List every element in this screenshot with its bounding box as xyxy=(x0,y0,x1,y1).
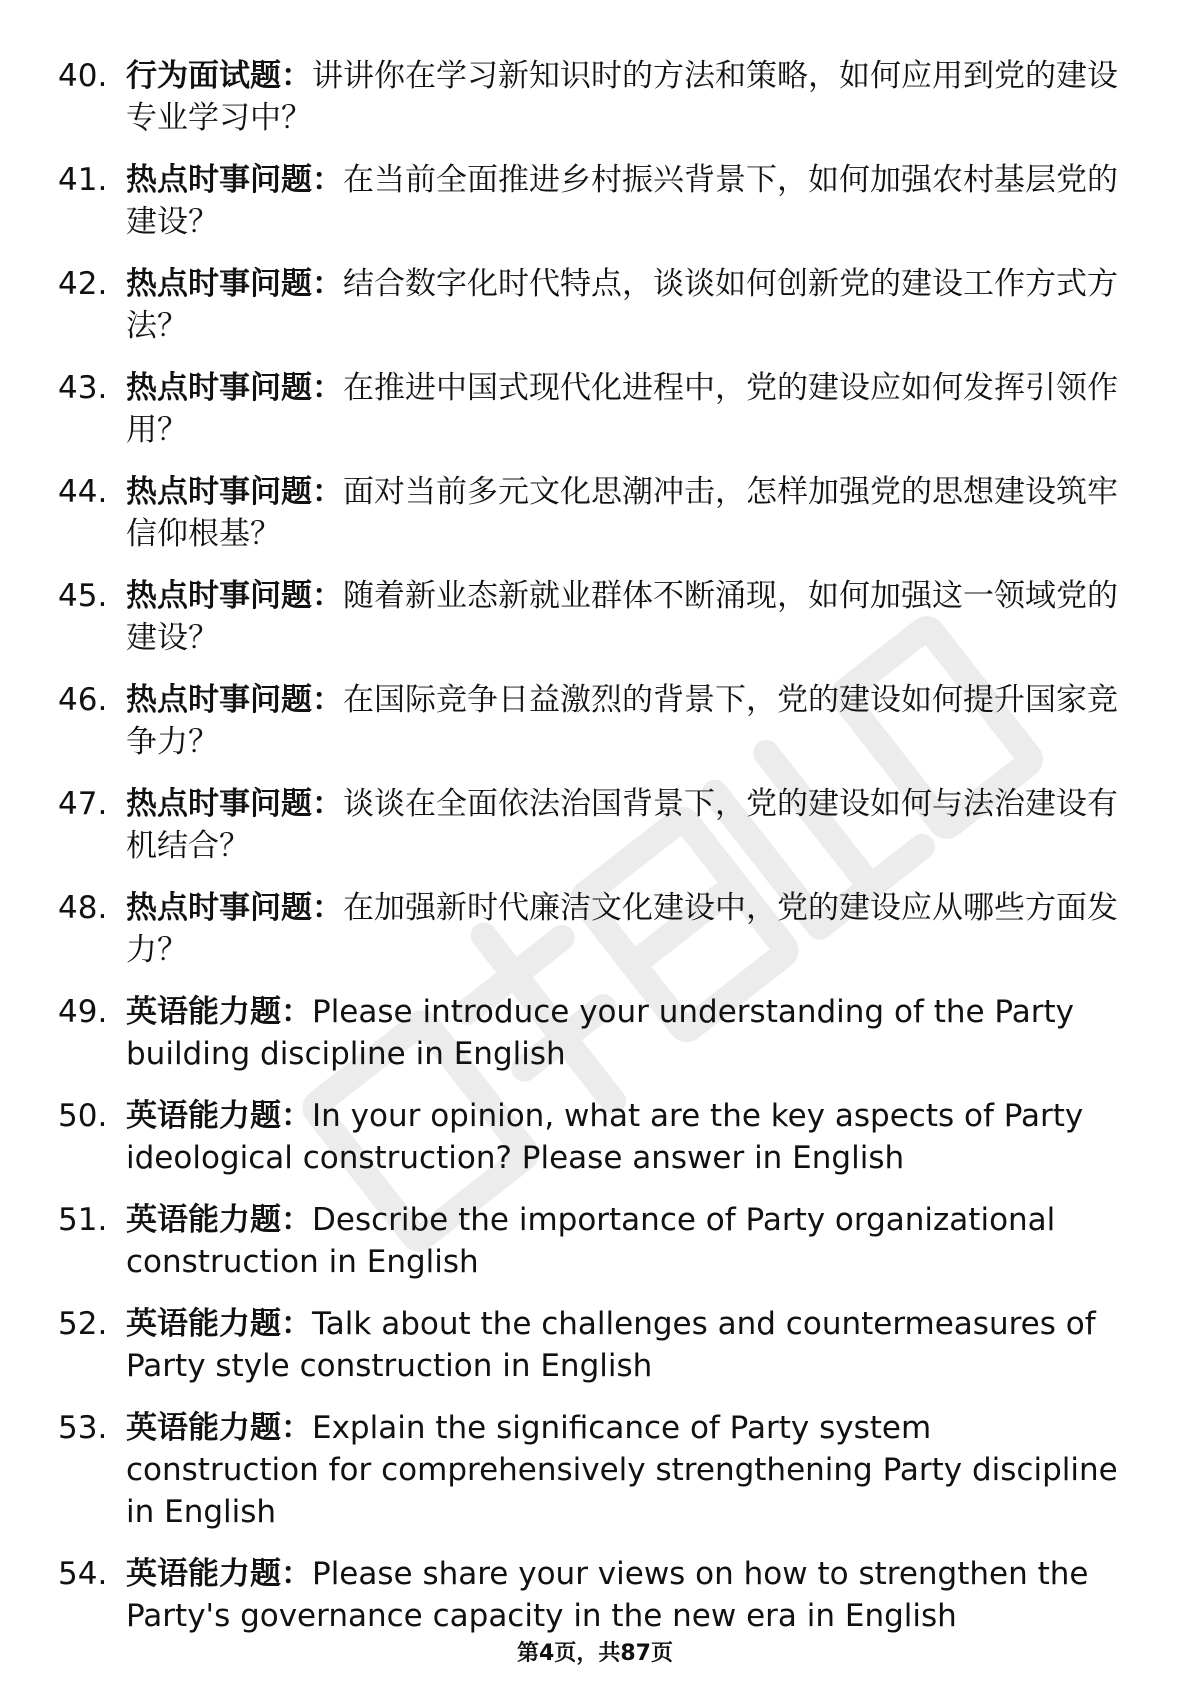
question-item xyxy=(58,1553,1133,1637)
question-category: 热点时事问题： xyxy=(126,786,343,822)
question-item xyxy=(58,1407,1133,1533)
question-text: Talk about the challenges and countermeasures of Party style construction in English xyxy=(126,1306,1096,1384)
page-footer xyxy=(0,1639,1190,1669)
question-text: Please introduce your understanding of the Party building discipline in English xyxy=(126,994,1074,1072)
question-number: 46. xyxy=(58,682,108,718)
question-category: 热点时事问题： xyxy=(126,162,343,198)
page-number-label: 第4页，共87页 xyxy=(517,1641,673,1666)
question-item xyxy=(58,679,1133,763)
question-category: 热点时事问题： xyxy=(126,890,343,926)
question-list xyxy=(58,55,1133,1657)
question-category: 英语能力题： xyxy=(126,1202,312,1238)
question-item xyxy=(58,887,1133,971)
question-number: 44. xyxy=(58,474,108,510)
question-category: 英语能力题： xyxy=(126,994,312,1030)
question-category: 热点时事问题： xyxy=(126,474,343,510)
question-category: 热点时事问题： xyxy=(126,266,343,302)
question-text: 面对当前多元文化思潮冲击，怎样加强党的思想建设筑牢信仰根基？ xyxy=(126,474,1118,552)
question-number: 54. xyxy=(58,1556,108,1592)
question-text: 谈谈在全面依法治国背景下，党的建设如何与法治建设有机结合？ xyxy=(126,786,1118,864)
question-text: 在推进中国式现代化进程中，党的建设应如何发挥引领作用？ xyxy=(126,370,1118,448)
question-number: 42. xyxy=(58,266,108,302)
question-item xyxy=(58,263,1133,347)
question-item xyxy=(58,159,1133,243)
question-text: 讲讲你在学习新知识时的方法和策略，如何应用到党的建设专业学习中？ xyxy=(126,58,1118,136)
question-text: Please share your views on how to strengthen the Party's governance capacity in the new era in English xyxy=(126,1556,1089,1634)
question-item xyxy=(58,1095,1133,1179)
question-category: 英语能力题： xyxy=(126,1098,312,1134)
question-text: 随着新业态新就业群体不断涌现，如何加强这一领域党的建设？ xyxy=(126,578,1118,656)
question-item xyxy=(58,367,1133,451)
question-item xyxy=(58,783,1133,867)
question-number: 40. xyxy=(58,58,108,94)
question-number: 52. xyxy=(58,1306,108,1342)
question-item xyxy=(58,575,1133,659)
question-category: 热点时事问题： xyxy=(126,578,343,614)
question-number: 53. xyxy=(58,1410,108,1446)
question-text: 在国际竞争日益激烈的背景下，党的建设如何提升国家竞争力？ xyxy=(126,682,1118,760)
question-category: 行为面试题： xyxy=(126,58,312,94)
question-number: 51. xyxy=(58,1202,108,1238)
question-item xyxy=(58,991,1133,1075)
question-number: 47. xyxy=(58,786,108,822)
question-text: 在当前全面推进乡村振兴背景下，如何加强农村基层党的建设？ xyxy=(126,162,1118,240)
question-text: 结合数字化时代特点，谈谈如何创新党的建设工作方式方法？ xyxy=(126,266,1118,344)
question-item xyxy=(58,1303,1133,1387)
question-category: 英语能力题： xyxy=(126,1306,312,1342)
question-number: 50. xyxy=(58,1098,108,1134)
question-text: In your opinion, what are the key aspects of Party ideological construction? Please answer in English xyxy=(126,1098,1084,1176)
question-item xyxy=(58,55,1133,139)
question-text: 在加强新时代廉洁文化建设中，党的建设应从哪些方面发力？ xyxy=(126,890,1118,968)
question-category: 英语能力题： xyxy=(126,1410,312,1446)
question-category: 热点时事问题： xyxy=(126,370,343,406)
question-category: 热点时事问题： xyxy=(126,682,343,718)
question-text: Describe the importance of Party organizational construction in English xyxy=(126,1202,1056,1280)
question-item xyxy=(58,471,1133,555)
question-category: 英语能力题： xyxy=(126,1556,312,1592)
question-item xyxy=(58,1199,1133,1283)
question-number: 43. xyxy=(58,370,108,406)
question-text: Explain the significance of Party system construction for comprehensively strengthening Party discipline in English xyxy=(126,1410,1118,1530)
question-number: 49. xyxy=(58,994,108,1030)
question-number: 41. xyxy=(58,162,108,198)
question-number: 45. xyxy=(58,578,108,614)
question-number: 48. xyxy=(58,890,108,926)
